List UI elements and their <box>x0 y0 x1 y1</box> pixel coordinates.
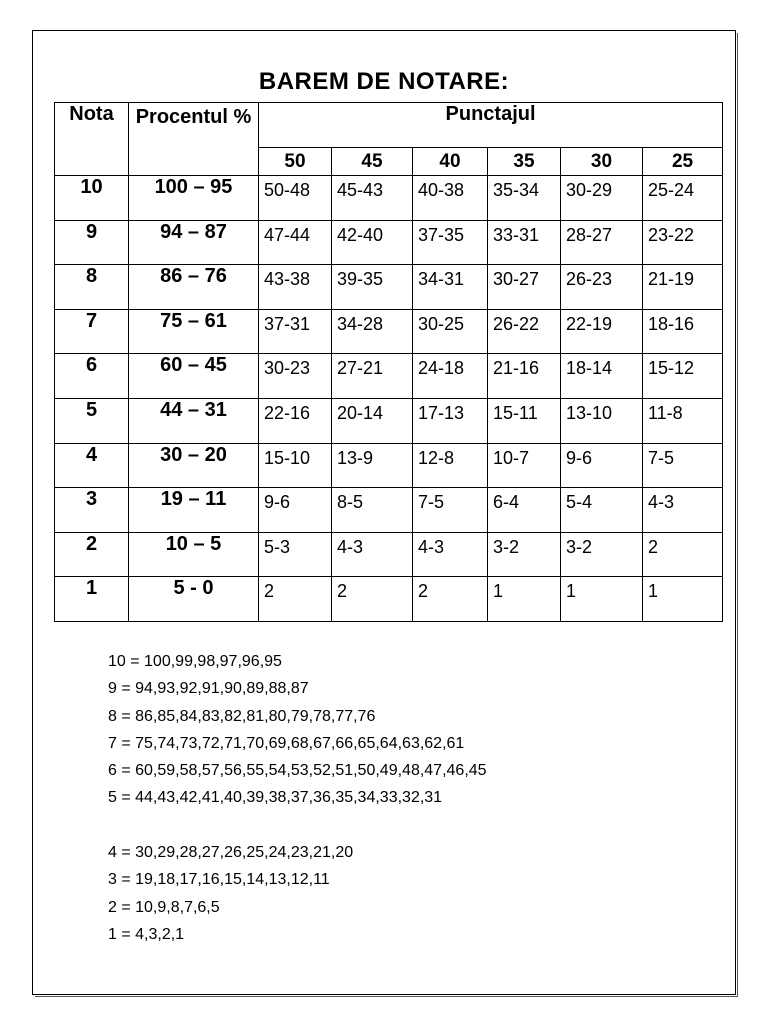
cell-nota: 10 <box>55 176 129 221</box>
cell-score-range: 6-4 <box>488 488 561 533</box>
cell-score-range: 9-6 <box>561 443 643 488</box>
cell-score-range: 18-14 <box>561 354 643 399</box>
cell-score-range: 3-2 <box>561 532 643 577</box>
note-line: 9 = 94,93,92,91,90,89,88,87 <box>108 680 309 698</box>
header-max-score: 25 <box>643 148 723 176</box>
cell-score-range: 1 <box>561 577 643 622</box>
cell-score-range: 23-22 <box>643 220 723 265</box>
table-body <box>55 176 723 622</box>
cell-procent: 44 – 31 <box>129 398 259 443</box>
notes-spacer <box>108 812 487 839</box>
cell-procent: 19 – 11 <box>129 488 259 533</box>
cell-score-range: 39-35 <box>332 265 413 310</box>
cell-score-range: 2 <box>643 532 723 577</box>
cell-score-range: 5-3 <box>259 532 332 577</box>
cell-score-range: 4-3 <box>332 532 413 577</box>
note-line: 4 = 30,29,28,27,26,25,24,23,21,20 <box>108 844 354 862</box>
cell-score-range: 1 <box>643 577 723 622</box>
cell-procent: 5 - 0 <box>129 577 259 622</box>
cell-score-range: 47-44 <box>259 220 332 265</box>
cell-nota: 8 <box>55 265 129 310</box>
cell-score-range: 9-6 <box>259 488 332 533</box>
table-row <box>55 443 723 488</box>
header-max-score: 40 <box>413 148 488 176</box>
note-line: 1 = 4,3,2,1 <box>108 925 185 943</box>
header-max-score: 45 <box>332 148 413 176</box>
cell-score-range: 15-10 <box>259 443 332 488</box>
cell-procent: 86 – 76 <box>129 265 259 310</box>
cell-score-range: 24-18 <box>413 354 488 399</box>
note-line: 10 = 100,99,98,97,96,95 <box>108 653 282 670</box>
cell-score-range: 33-31 <box>488 220 561 265</box>
cell-procent: 30 – 20 <box>129 443 259 488</box>
cell-score-range: 17-13 <box>413 398 488 443</box>
note-line: 3 = 19,18,17,16,15,14,13,12,11 <box>108 871 330 889</box>
cell-nota: 5 <box>55 398 129 443</box>
header-max-score: 30 <box>561 148 643 176</box>
cell-score-range: 5-4 <box>561 488 643 533</box>
cell-score-range: 30-23 <box>259 354 332 399</box>
cell-score-range: 25-24 <box>643 176 723 221</box>
cell-score-range: 3-2 <box>488 532 561 577</box>
cell-nota: 4 <box>55 443 129 488</box>
cell-score-range: 15-12 <box>643 354 723 399</box>
table-row <box>55 309 723 354</box>
grading-table <box>54 102 723 622</box>
note-line: 2 = 10,9,8,7,6,5 <box>108 898 220 916</box>
cell-score-range: 40-38 <box>413 176 488 221</box>
cell-procent: 10 – 5 <box>129 532 259 577</box>
table-row <box>55 577 723 622</box>
cell-score-range: 4-3 <box>643 488 723 533</box>
cell-nota: 9 <box>55 220 129 265</box>
cell-score-range: 30-29 <box>561 176 643 221</box>
header-procent: Procentul % <box>129 103 259 176</box>
cell-procent: 94 – 87 <box>129 220 259 265</box>
cell-score-range: 50-48 <box>259 176 332 221</box>
cell-nota: 1 <box>55 577 129 622</box>
cell-score-range: 43-38 <box>259 265 332 310</box>
cell-score-range: 34-31 <box>413 265 488 310</box>
cell-procent: 100 – 95 <box>129 176 259 221</box>
cell-score-range: 2 <box>259 577 332 622</box>
cell-score-range: 20-14 <box>332 398 413 443</box>
cell-score-range: 8-5 <box>332 488 413 533</box>
cell-score-range: 12-8 <box>413 443 488 488</box>
cell-score-range: 28-27 <box>561 220 643 265</box>
cell-score-range: 30-25 <box>413 309 488 354</box>
cell-score-range: 27-21 <box>332 354 413 399</box>
note-line: 7 = 75,74,73,72,71,70,69,68,67,66,65,64,63,62,61 <box>108 734 465 752</box>
table-row <box>55 265 723 310</box>
cell-score-range: 11-8 <box>643 398 723 443</box>
cell-score-range: 10-7 <box>488 443 561 488</box>
cell-nota: 3 <box>55 488 129 533</box>
header-max-score: 35 <box>488 148 561 176</box>
notes-group-upper <box>108 648 487 812</box>
note-line: 6 = 60,59,58,57,56,55,54,53,52,51,50,49,48,47,46,45 <box>108 762 487 780</box>
cell-score-range: 26-23 <box>561 265 643 310</box>
cell-score-range: 18-16 <box>643 309 723 354</box>
table-row <box>55 532 723 577</box>
cell-score-range: 13-10 <box>561 398 643 443</box>
table-row <box>55 220 723 265</box>
cell-score-range: 22-19 <box>561 309 643 354</box>
cell-score-range: 21-19 <box>643 265 723 310</box>
table-row <box>55 398 723 443</box>
cell-score-range: 1 <box>488 577 561 622</box>
cell-score-range: 35-34 <box>488 176 561 221</box>
cell-score-range: 30-27 <box>488 265 561 310</box>
table-row <box>55 354 723 399</box>
cell-score-range: 37-35 <box>413 220 488 265</box>
cell-nota: 6 <box>55 354 129 399</box>
notes-group-lower <box>108 839 487 948</box>
cell-score-range: 42-40 <box>332 220 413 265</box>
cell-score-range: 21-16 <box>488 354 561 399</box>
cell-score-range: 45-43 <box>332 176 413 221</box>
cell-score-range: 7-5 <box>413 488 488 533</box>
cell-nota: 7 <box>55 309 129 354</box>
cell-score-range: 34-28 <box>332 309 413 354</box>
table-row <box>55 176 723 221</box>
percent-notes <box>108 648 487 948</box>
cell-score-range: 4-3 <box>413 532 488 577</box>
cell-nota: 2 <box>55 532 129 577</box>
cell-score-range: 7-5 <box>643 443 723 488</box>
cell-score-range: 22-16 <box>259 398 332 443</box>
cell-procent: 75 – 61 <box>129 309 259 354</box>
cell-score-range: 15-11 <box>488 398 561 443</box>
cell-score-range: 2 <box>413 577 488 622</box>
header-nota: Nota <box>55 103 129 176</box>
cell-score-range: 26-22 <box>488 309 561 354</box>
header-max-score: 50 <box>259 148 332 176</box>
cell-procent: 60 – 45 <box>129 354 259 399</box>
cell-score-range: 13-9 <box>332 443 413 488</box>
cell-score-range: 2 <box>332 577 413 622</box>
header-punctaj: Punctajul <box>259 103 723 148</box>
cell-score-range: 37-31 <box>259 309 332 354</box>
note-line: 8 = 86,85,84,83,82,81,80,79,78,77,76 <box>108 707 376 725</box>
table-row <box>55 488 723 533</box>
note-line: 5 = 44,43,42,41,40,39,38,37,36,35,34,33,32,31 <box>108 789 443 807</box>
document-title: BAREM DE NOTARE: <box>258 68 510 95</box>
